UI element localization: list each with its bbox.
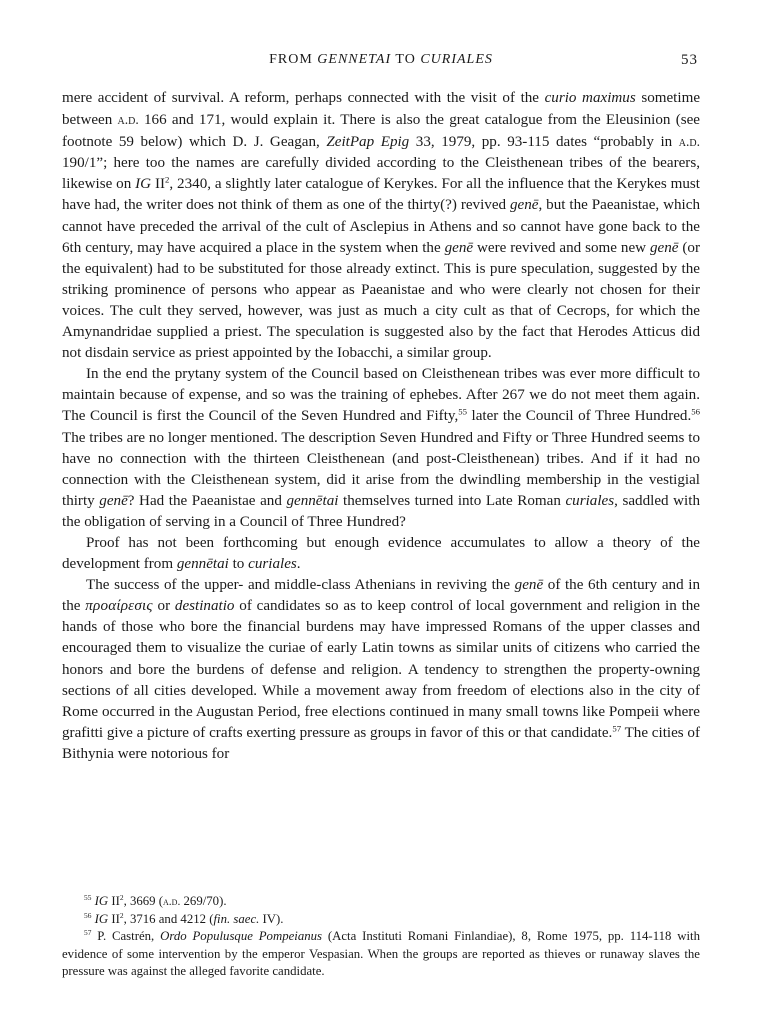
text-run: II: [108, 912, 120, 927]
italic-text: genē: [510, 197, 539, 214]
text-run: Proof has not been forthcoming but enough evidence accumulates to allow a theory of the development from: [62, 534, 700, 573]
running-head: [60, 52, 702, 72]
running-head-title: [60, 52, 702, 68]
italic-text: curiales: [248, 556, 297, 573]
greek-text: προαίρεσις: [85, 598, 153, 615]
text-run: sometime between: [62, 90, 701, 129]
superscript: 2: [119, 911, 124, 921]
italic-text: genē: [444, 239, 474, 256]
text-run: In the end the prytany system of the Council based on Cleisthenean tribes was ever more difficult to maintain because of expense, and so was the training of ephebes. After 267 we do not meet them again. The Council is first the Council of the Seven Hundred and Fifty,: [62, 366, 700, 425]
italic-text: Ordo Populusque Pompeianus: [160, 929, 323, 944]
running-head-prefix: FROM: [269, 52, 318, 67]
text-run: 190/1”; here too the names are carefully divided according to the Cleisthenean tribes of the bearers, likewise on: [62, 155, 700, 193]
text-run: were revived and some new: [473, 239, 650, 256]
text-run: of the 6th century and in the: [62, 577, 701, 615]
italic-text: gennētai: [176, 556, 229, 573]
body-paragraph: [62, 88, 700, 364]
text-run: 166 and 171, would explain it. There is also the great catalogue from the Eleusinion (see footnote 59 below) which D. J. Geagan,: [62, 112, 701, 151]
body-text: [62, 88, 700, 765]
small-caps-text: a.d.: [678, 134, 701, 150]
italic-text: fin. saec.: [213, 912, 260, 927]
text-run: IV).: [259, 912, 284, 927]
text-run: 269/70).: [180, 894, 227, 908]
text-run: mere accident of survival. A reform, perhaps connected with the visit of the: [62, 90, 545, 106]
page-number: 53: [681, 52, 698, 68]
italic-text: destinatio: [174, 598, 235, 615]
superscript: 56: [691, 406, 700, 417]
superscript: 2: [119, 893, 124, 903]
superscript: 55: [458, 406, 467, 417]
running-head-title-curiales: CURIALES: [420, 52, 493, 67]
superscript: 2: [165, 174, 170, 185]
small-caps-text: a.d.: [163, 896, 181, 908]
text-run: (Acta Instituti Romani Finlandiae), 8, Rome 1975, pp. 114-118 with evidence of some intervention by the emperor Vespasian. When the groups are reported as thieves or runaway slaves the pressure was against the alleged favorite candidate.: [62, 929, 700, 978]
text-run: (or the equivalent) had to be substituted for those already extinct. This is pure speculation, suggested by the striking prominence of persons who appear as Paeanistae and who were clearly not chosen for their voices. The cult they served, however, was just as much a city cult as that of Cecrops, for which the Amynandridae supplied a priest. The speculation is suggested also by the fact that Herodes Atticus did not disdain service as priest appointed by the Iobacchi, a similar group.: [62, 239, 701, 362]
text-run: , 2340, a slightly later catalogue of Kerykes. For all the influence that the Kerykes must have had, the writer does not think of them as one of the thirty(?) revived: [62, 176, 700, 214]
footnotes: [62, 893, 700, 980]
italic-text: IG: [94, 912, 109, 927]
text-run: The success of the upper- and middle-class Athenians in reviving the: [86, 577, 515, 594]
text-run: , but the Paeanistae, which cannot have preceded the arrival of the cult of Asclepius in Athens and so cannot have gone back to the 6th century, may have acquired a place in the system when the: [62, 197, 700, 256]
superscript: 57: [612, 723, 622, 734]
text-run: later the Council of Three Hundred.: [467, 408, 692, 425]
running-head-middle: TO: [391, 52, 421, 67]
text-run: ? Had the Paeanistae and: [127, 492, 287, 509]
text-run: II: [151, 176, 166, 193]
footnote: [62, 893, 700, 911]
text-run: of candidates so as to keep control of local government and religion in the hands of those who bore the financial burdens may have impressed Romans of the upper classes and encouraged them to visualize the curiae of early Latin towns as similar units of citizens who carried the honors and bore the burdens of defense and religion. A tendency to strengthen the property-owning sections of all cities developed. While a movement away from freedom of elections also in the city of Rome occurred in the Augustan Period, free elections continued in many small towns like Pompeii where grafitti give a picture of crafts exerting pressure as groups in favor of this or that candidate.: [62, 598, 701, 741]
text-run: The cities of Bithynia were notorious for: [62, 724, 701, 762]
text-run: or: [152, 598, 175, 615]
text-run: to: [228, 556, 249, 573]
text-run: P. Castrén,: [91, 929, 161, 944]
text-run: , 3716 and 4212 (: [123, 912, 214, 927]
text-run: themselves turned into Late Roman: [338, 492, 566, 509]
text-run: , saddled with the obligation of serving in a Council of Three Hundred?: [62, 492, 700, 530]
superscript: 57: [84, 928, 92, 938]
running-head-title-gennetai: GENNETAI: [317, 52, 392, 67]
footnote: [62, 911, 700, 928]
text-run: The tribes are no longer mentioned. The description Seven Hundred and Fifty or Three Hundred seems to have no connection with the thirteen Cleisthenean (and post-Cleisthenean) tribes. And if it had no connection with the Cleisthenean system, did it arise from the dwindling membership in the vestigial thirty: [62, 429, 700, 509]
superscript: 55: [84, 893, 92, 903]
text-run: II: [108, 894, 120, 908]
italic-text: curio maximus: [544, 90, 636, 106]
italic-text: genē: [649, 239, 679, 256]
body-paragraph: [62, 533, 700, 575]
italic-text: IG: [94, 894, 109, 908]
body-paragraph: [62, 364, 700, 533]
italic-text: genē: [514, 577, 544, 594]
italic-text: IG: [135, 176, 152, 193]
superscript: 56: [84, 911, 92, 921]
italic-text: curiales: [565, 492, 615, 509]
body-paragraph: [62, 575, 700, 765]
italic-text: ZeitPap Epig: [326, 134, 410, 151]
small-caps-text: a.d.: [117, 112, 139, 128]
italic-text: genē: [99, 492, 128, 509]
italic-text: gennētai: [286, 492, 339, 509]
text-run: 33, 1979, pp. 93-115 dates “probably in: [409, 134, 679, 151]
text-run: , 3669 (: [123, 894, 164, 908]
footnote: [62, 928, 700, 980]
text-run: .: [296, 556, 301, 573]
